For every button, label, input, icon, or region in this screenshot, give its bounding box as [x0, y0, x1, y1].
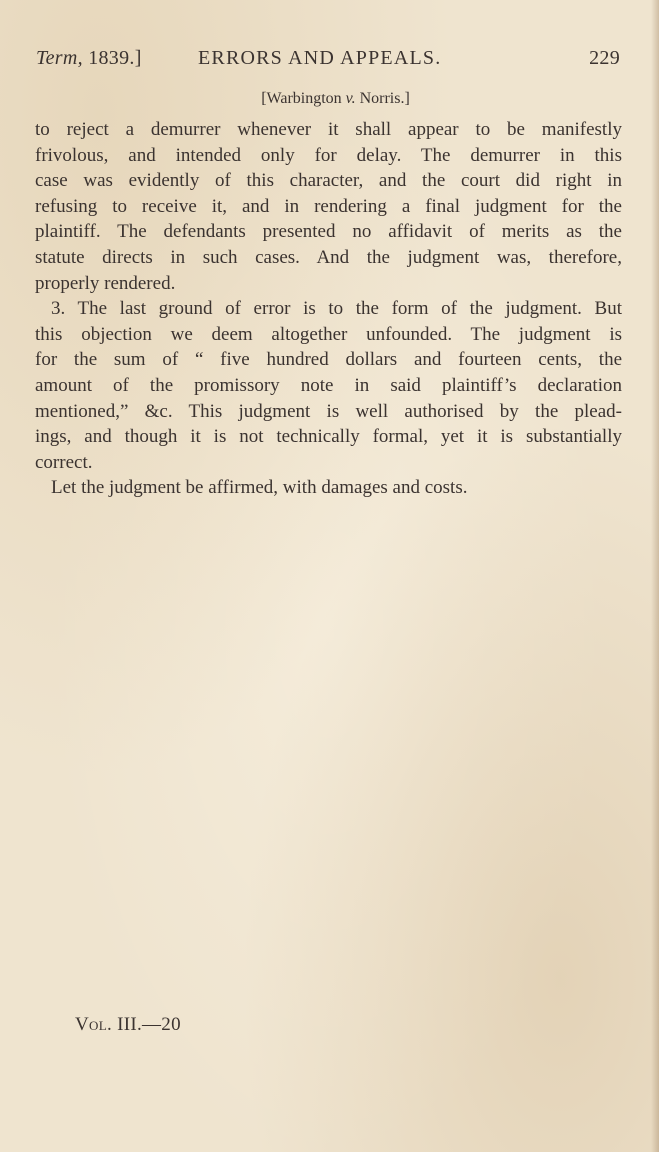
case-caption-defendant: Norris.] [355, 90, 410, 107]
text-line: 3. The last ground of error is to the form of the judgment. But [51, 298, 622, 320]
text-line: this objection we deem altogether unfounded. The judgment is [35, 323, 622, 345]
case-caption-plaintiff: [Warbington [261, 90, 346, 107]
text-line: frivolous, and intended only for delay. The demurrer in this [35, 144, 622, 166]
text-line: statute directs in such cases. And the judgment was, therefore, [35, 246, 622, 268]
signature-vol: Vol. [75, 1014, 113, 1035]
text-line: correct. [35, 451, 93, 473]
case-caption [0, 90, 659, 108]
signature-rest: III.—20 [112, 1014, 181, 1035]
text-line: plaintiff. The defendants presented no affidavit of merits as the [35, 221, 622, 243]
text-line: mentioned,” &c. This judgment is well authorised by the plead- [35, 400, 622, 422]
text-line: properly rendered. [35, 272, 176, 294]
text-line: for the sum of “ five hundred dollars and fourteen cents, the [35, 349, 622, 371]
term-word: Term, [36, 47, 83, 69]
term-year-value: 1839.] [82, 47, 142, 69]
text-line: Let the judgment be affirmed, with damages and costs. [51, 477, 468, 499]
text-line: refusing to receive it, and in rendering a final judgment for the [35, 195, 622, 217]
text-line: amount of the promissory note in said plaintiff’s declaration [35, 374, 622, 396]
body-text [35, 117, 622, 501]
term-year [36, 47, 142, 70]
text-line: case was evidently of this character, and the court did right in [35, 170, 622, 192]
text-line: to reject a demurrer whenever it shall appear to be manifestly [35, 119, 622, 140]
text-line: ings, and though it is not technically formal, yet it is substantially [35, 426, 622, 448]
case-caption-versus: v. [345, 90, 356, 107]
signature-mark [75, 1014, 181, 1036]
running-head-title: ERRORS AND APPEALS. [198, 47, 442, 69]
running-head [36, 47, 622, 75]
page-number: 229 [589, 47, 620, 69]
